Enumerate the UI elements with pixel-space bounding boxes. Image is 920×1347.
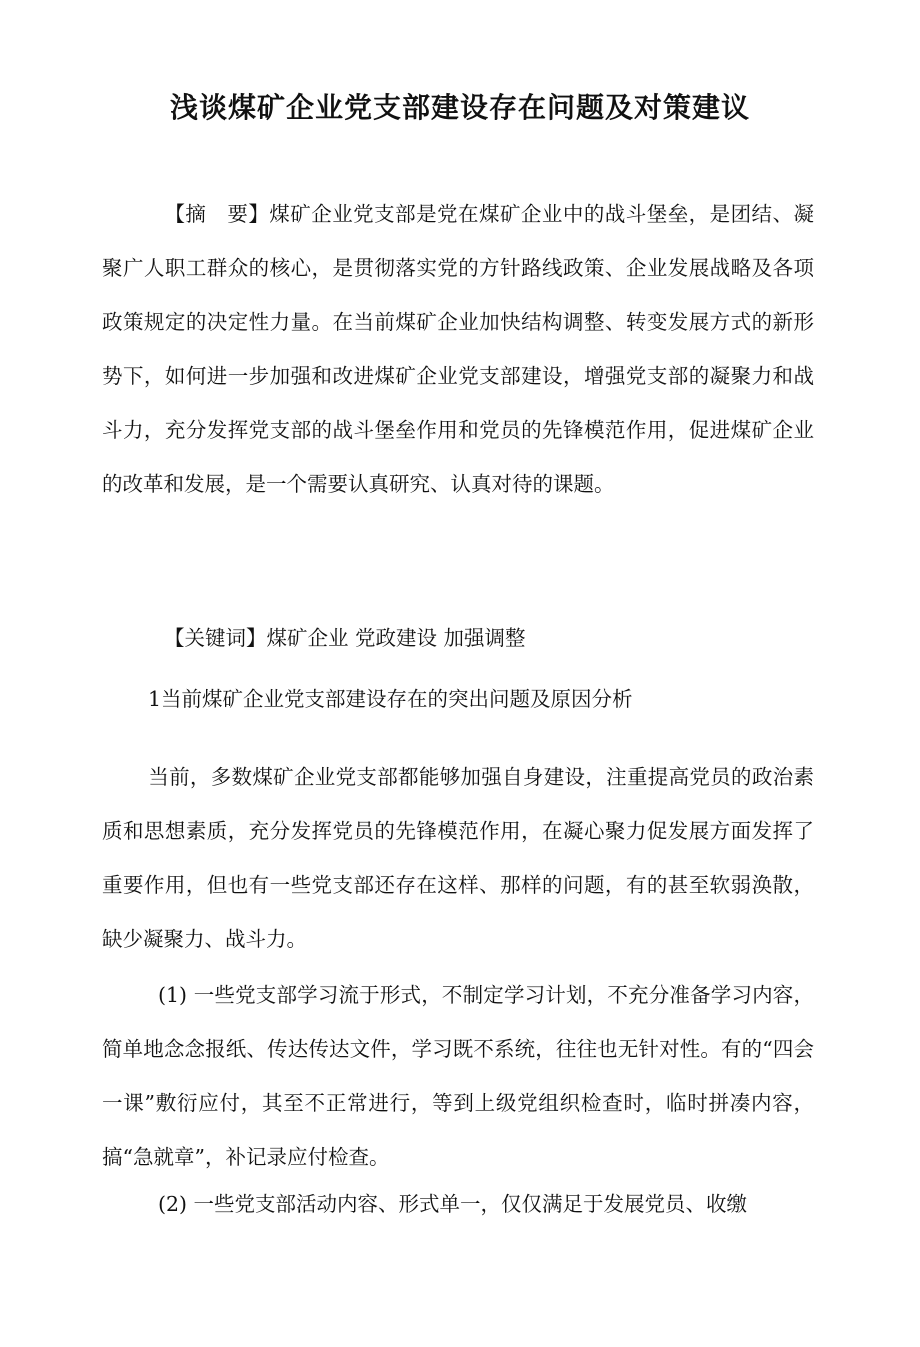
list-item-1 bbox=[102, 968, 814, 1184]
section-intro-paragraph bbox=[102, 750, 814, 966]
document-title: 浅谈煤矿企业党支部建设存在问题及对策建议 bbox=[169, 91, 750, 124]
section-heading: 1当前煤矿企业党支部建设存在的突出问题及原因分析 bbox=[148, 687, 633, 711]
abstract-paragraph bbox=[102, 187, 814, 511]
keywords-text: 【关键词】煤矿企业 党政建设 加强调整 bbox=[164, 626, 526, 650]
list-item-2 bbox=[102, 1177, 814, 1231]
list-item-2-text: (2) 一些党支部活动内容、形式单一，仅仅满足于发展党员、收缴 bbox=[158, 1192, 748, 1216]
keywords-paragraph bbox=[102, 611, 814, 665]
list-item-1-text: (1) 一些党支部学习流于形式，不制定学习计划，不充分准备学习内容，简单地念念报纸、传达传达文件，学习既不系统，往往也无针对性。有的“四会一课”敷衍应付，其至不正常进行，等到上级党组织检查时，临时拼凑内容，搞“急就章”，补记录应付检查。 bbox=[102, 983, 814, 1169]
section-intro-text: 当前，多数煤矿企业党支部都能够加强自身建设，注重提高党员的政治素质和思想素质，充分发挥党员的先锋模范作用，在凝心聚力促发展方面发挥了重要作用，但也有一些党支部还存在这样、那样的问题，有的甚至软弱涣散，缺少凝聚力、战斗力。 bbox=[102, 765, 814, 951]
abstract-text: 【摘 要】煤矿企业党支部是党在煤矿企业中的战斗堡垒，是团结、凝聚广人职工群众的核心，是贯彻落实党的方针路线政策、企业发展战略及各项政策规定的决定性力量。在当前煤矿企业加快结构调整、转变发展方式的新形势下，如何进一步加强和改进煤矿企业党支部建设，增强党支部的凝聚力和战斗力，充分发挥党支部的战斗堡垒作用和党员的先锋模范作用，促进煤矿企业的改革和发展，是一个需要认真研究、认真对待的课题。 bbox=[102, 202, 814, 496]
